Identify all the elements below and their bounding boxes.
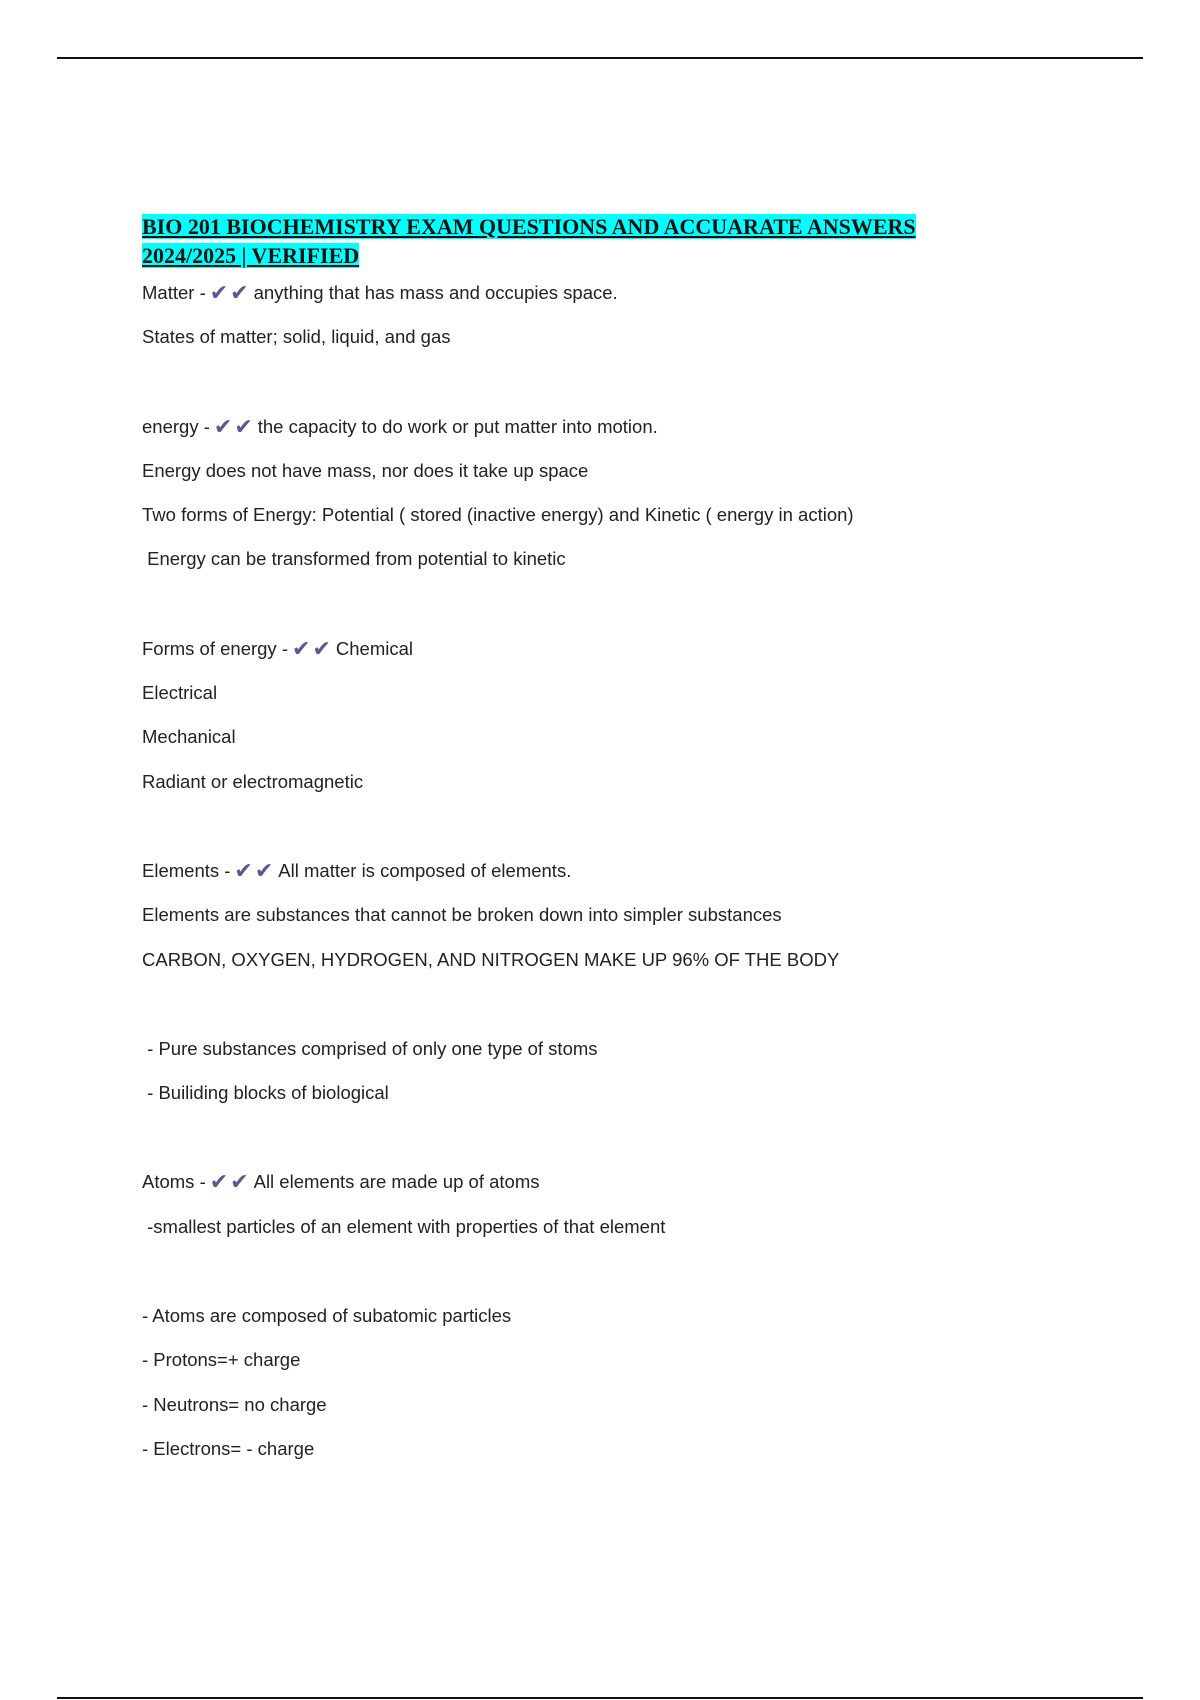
- entry-forms-of-energy: [142, 635, 1042, 679]
- entry-line: - Electrons= - charge: [142, 1437, 315, 1459]
- checkmark-icon: ✔: [234, 414, 253, 440]
- document-body: [142, 212, 1042, 1479]
- title-line-2: 2024/2025 | VERIFIED: [142, 243, 360, 268]
- document-title: [142, 212, 1042, 270]
- answer-text: All matter is composed of elements.: [278, 859, 572, 881]
- answer-text: anything that has mass and occupies space.: [253, 282, 618, 303]
- entry-line: Radiant or electromagnetic: [142, 770, 364, 792]
- term-label: Atoms -: [142, 1171, 206, 1193]
- entry-line: - Neutrons= no charge: [142, 1393, 327, 1415]
- checkmark-icon: ✔: [213, 414, 233, 440]
- checkmark-icon: ✔: [209, 281, 229, 306]
- entry-energy: [142, 413, 1042, 457]
- check-pair: [210, 279, 251, 307]
- answer-text: Chemical: [335, 637, 413, 659]
- checkmark-icon: ✔: [254, 858, 274, 884]
- term-label: energy -: [142, 415, 210, 437]
- check-pair: [214, 413, 255, 441]
- bottom-rule: [57, 1697, 1143, 1699]
- entry-line: - Protons=+ charge: [142, 1349, 301, 1371]
- answer-text: All elements are made up of atoms: [253, 1171, 540, 1193]
- entry-line: CARBON, OXYGEN, HYDROGEN, AND NITROGEN MAKE UP 96% OF THE BODY: [142, 948, 840, 970]
- top-rule: [57, 57, 1143, 59]
- entry-line: - Builiding blocks of biological: [142, 1082, 389, 1104]
- entry-line: Two forms of Energy: Potential ( stored (inactive energy) and Kinetic ( energy in action): [142, 504, 854, 526]
- term-label: Elements -: [142, 859, 231, 881]
- entry-line: States of matter; solid, liquid, and gas: [142, 326, 451, 348]
- checkmark-icon: ✔: [230, 1170, 249, 1196]
- entry-line: Electrical: [142, 682, 218, 704]
- check-pair: [210, 1168, 251, 1196]
- checkmark-icon: ✔: [234, 858, 253, 884]
- entry-line: Elements are substances that cannot be broken down into simpler substances: [142, 904, 782, 926]
- entry-atoms: [142, 1168, 1042, 1212]
- entry-line: -smallest particles of an element with properties of that element: [142, 1215, 666, 1237]
- entry-line: - Pure substances comprised of only one type of stoms: [142, 1037, 598, 1059]
- entry-line: Mechanical: [142, 726, 236, 748]
- check-pair: [234, 857, 275, 885]
- checkmark-icon: ✔: [292, 636, 311, 662]
- check-pair: [292, 635, 333, 663]
- entry-matter: [142, 279, 1042, 323]
- entry-line: Energy can be transformed from potential to kinetic: [142, 548, 566, 570]
- entry-elements: [142, 857, 1042, 901]
- checkmark-icon: ✔: [209, 1170, 229, 1196]
- checkmark-icon: ✔: [230, 281, 249, 306]
- title-line-1: BIO 201 BIOCHEMISTRY EXAM QUESTIONS AND ACCUARATE ANSWERS: [142, 214, 916, 239]
- entry-line: - Atoms are composed of subatomic particles: [142, 1305, 512, 1327]
- checkmark-icon: ✔: [312, 636, 331, 662]
- answer-text: the capacity to do work or put matter into motion.: [257, 415, 658, 437]
- term-label: Forms of energy -: [142, 637, 288, 659]
- entry-line: Energy does not have mass, nor does it take up space: [142, 459, 589, 481]
- term-label: Matter -: [142, 282, 206, 303]
